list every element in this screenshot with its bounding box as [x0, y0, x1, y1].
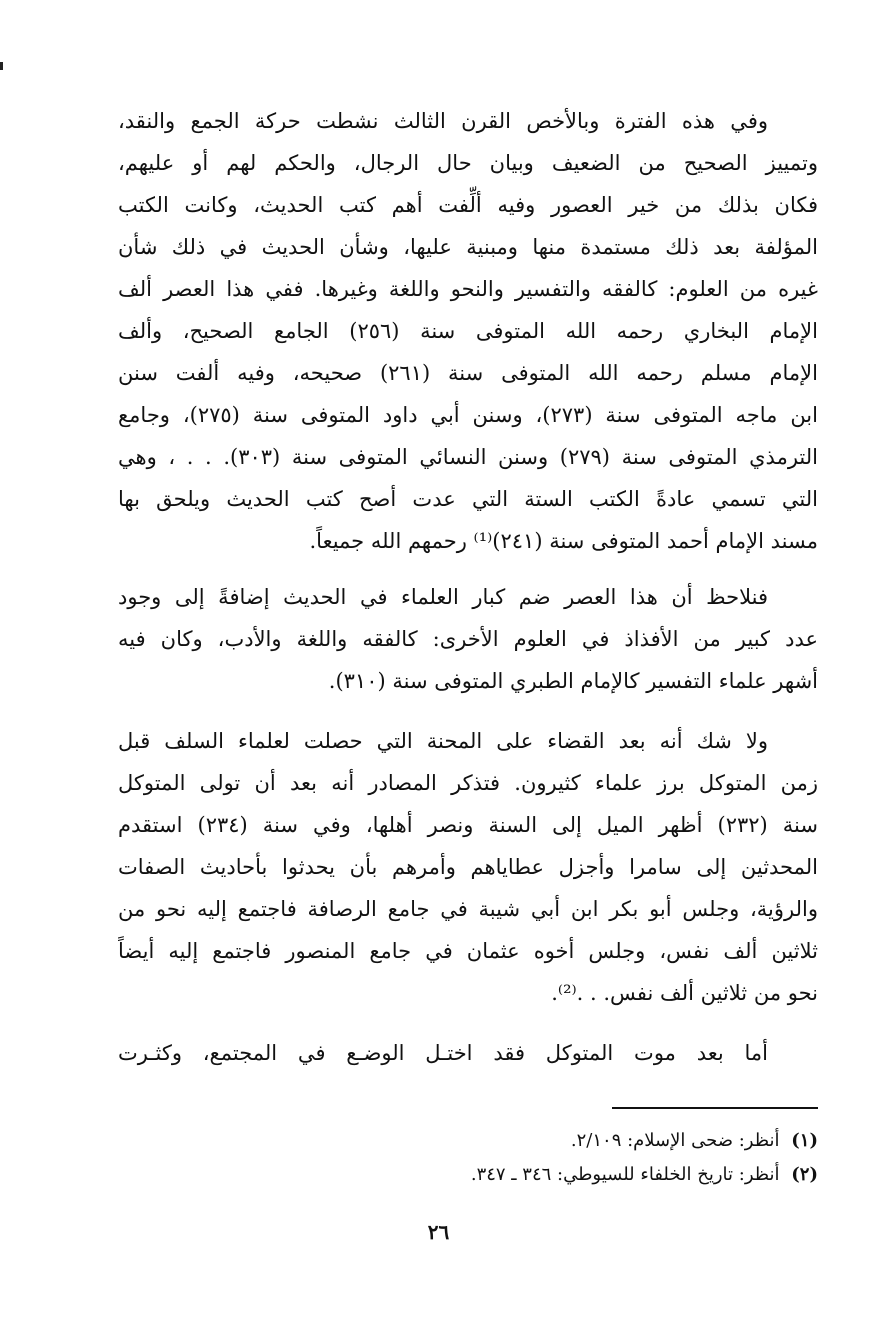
- text-line: زمن المتوكل برز علماء كثيرون. فتذكر المصادر أنه بعد أن تولى المتوكل: [118, 771, 818, 795]
- text-line: وفي هذه الفترة وبالأخص القرن الثالث نشطت حركة الجمع والنقد،: [118, 109, 768, 133]
- text-line: ابن ماجه المتوفى سنة (٢٧٣)، وسنن أبي داود المتوفى سنة (٢٧٥)، وجامع: [118, 403, 818, 427]
- text-line: ولا شك أنه بعد القضاء على المحنة التي حصلت لعلماء السلف قبل: [118, 729, 769, 753]
- text-line: ثلاثين ألف نفس، وجلس أخوه عثمان في جامع المنصور فاجتمع إليه أيضاً: [118, 939, 818, 963]
- text-line: والرؤية، وجلس أبو بكر ابن أبي شيبة في جامع الرصافة فاجتمع إليه نحو من: [118, 897, 818, 921]
- text-line: المؤلفة بعد ذلك مستمدة منها ومبنية عليها، وشأن الحديث في ذلك شأن: [118, 235, 818, 259]
- text-line: غيره من العلوم: كالفقه والتفسير والنحو واللغة وغيرها. ففي هذا العصر ألف: [118, 277, 818, 301]
- footnote-text: أنظر: تاريخ الخلفاء للسيوطي: ٣٤٦ ـ ٣٤٧.: [470, 1164, 780, 1185]
- paragraph-2: [118, 576, 818, 702]
- paragraph-3: [118, 720, 818, 1014]
- text-line: أما بعد موت المتوكل فقد اختـل الوضـع في المجتمع، وكثـرت: [118, 1041, 768, 1065]
- footnote-number: (١): [791, 1130, 818, 1151]
- paragraph-4: [118, 1032, 818, 1074]
- footnote-number: (٢): [791, 1164, 818, 1185]
- text-line: التي تسمي عادةً الكتب الستة التي عدت أصح كتب الحديث ويلحق بها: [118, 487, 818, 511]
- text-line: فكان بذلك من خير العصور وفيه ألِّفت أهم كتب الحديث، وكانت الكتب: [118, 193, 818, 217]
- scan-edge-mark: [0, 62, 3, 70]
- text-line: الإمام مسلم رحمه الله المتوفى سنة (٢٦١) صحيحه، وفيه ألفت سنن: [118, 361, 818, 385]
- text-line: أشهر علماء التفسير كالإمام الطبري المتوفى سنة (٣١٠).: [328, 669, 818, 693]
- text-line: نحو من ثلاثين ألف نفس. . .⁽²⁾.: [551, 981, 818, 1005]
- text-line: عدد كبير من الأفذاذ في العلوم الأخرى: كالفقه واللغة والأدب، وكان فيه: [118, 627, 818, 651]
- page-number: ٢٦: [427, 1220, 450, 1244]
- footnotes: [300, 1124, 818, 1192]
- text-line: الترمذي المتوفى سنة (٢٧٩) وسنن النسائي المتوفى سنة (٣٠٣). . . ، وهي: [118, 445, 818, 469]
- text-line: فنلاحظ أن هذا العصر ضم كبار العلماء في الحديث إضافةً إلى وجود: [118, 585, 768, 609]
- footnote-2: [300, 1158, 818, 1192]
- text-line: وتمييز الصحيح من الضعيف وبيان حال الرجال، والحكم لهم أو عليهم،: [118, 151, 818, 175]
- text-line: الإمام البخاري رحمه الله المتوفى سنة (٢٥٦) الجامع الصحيح، وألف: [118, 319, 818, 343]
- footnote-separator: [612, 1107, 818, 1109]
- paragraph-1: [118, 100, 818, 562]
- footnote-text: أنظر: ضحى الإسلام: ٢/١٠٩.: [570, 1130, 780, 1151]
- text-line: المحدثين إلى سامرا وأجزل عطاياهم وأمرهم بأن يحدثوا بأحاديث الصفات: [118, 855, 818, 879]
- text-line: مسند الإمام أحمد المتوفى سنة (٢٤١)⁽¹⁾ رحمهم الله جميعاً.: [309, 529, 818, 553]
- text-line: سنة (٢٣٢) أظهر الميل إلى السنة ونصر أهلها، وفي سنة (٢٣٤) استقدم: [118, 813, 818, 837]
- footnote-1: [300, 1124, 818, 1158]
